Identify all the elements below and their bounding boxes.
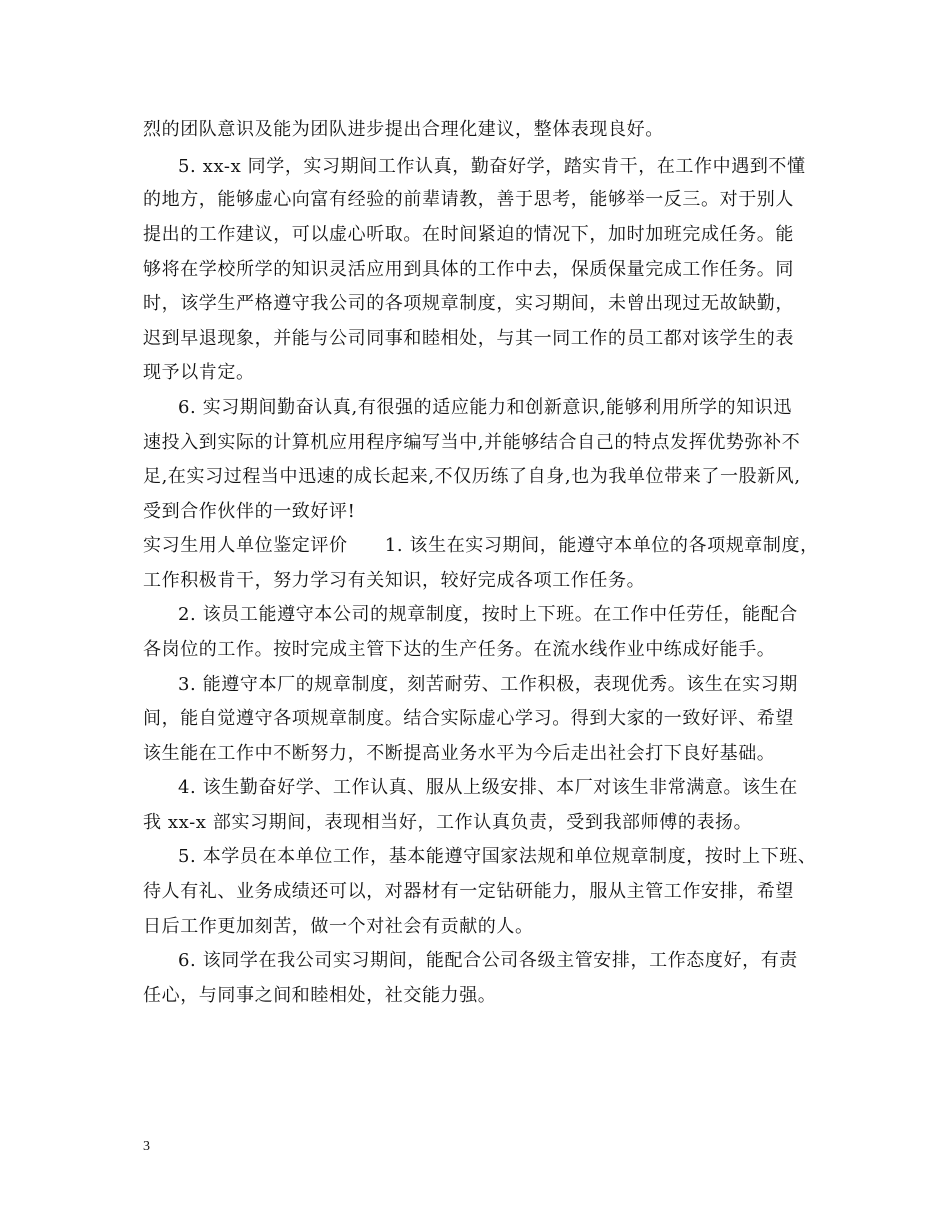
text-line: 3. 能遵守本厂的规章制度，刻苦耐劳、工作积极，表现优秀。该生在实习期 <box>178 674 798 695</box>
text-line: 足,在实习过程当中迅速的成长起来,不仅历练了自身,也为我单位带来了一股新风, <box>143 466 801 487</box>
text-line: 任心，与同事之间和睦相处，社交能力强。 <box>143 985 497 1006</box>
text-line: 间，能自觉遵守各项规章制度。结合实际虚心学习。得到大家的一致好评、希望 <box>143 708 794 729</box>
text-line: 工作积极肯干，努力学习有关知识，较好完成各项工作任务。 <box>143 570 646 591</box>
text-line: 现予以肯定。 <box>143 362 255 383</box>
text-line: 提出的工作建议，可以虚心听取。在时间紧迫的情况下，加时加班完成任务。能 <box>143 224 794 245</box>
text-line: 烈的团队意识及能为团队进步提出合理化建议，整体表现良好。 <box>143 119 664 140</box>
text-line: 的地方，能够虚心向富有经验的前辈请教，善于思考，能够举一反三。对于别人 <box>143 189 794 210</box>
text-line: 该生能在工作中不断努力，不断提高业务水平为今后走出社会打下良好基础。 <box>143 743 776 764</box>
text-line: 迟到早退现象，并能与公司同事和睦相处，与其一同工作的员工都对该学生的表 <box>143 328 794 349</box>
text-line: 速投入到实际的计算机应用程序编写当中,并能够结合自己的特点发挥优势弥补不 <box>143 432 801 453</box>
text-line: 5. 本学员在本单位工作，基本能遵守国家法规和单位规章制度，按时上下班、 <box>178 846 817 867</box>
text-line: 时，该学生严格遵守我公司的各项规章制度，实习期间，未曾出现过无故缺勤， <box>143 293 794 314</box>
page-number: 3 <box>143 1139 150 1154</box>
text-line: 2. 该员工能遵守本公司的规章制度，按时上下班。在工作中任劳任，能配合 <box>178 604 798 625</box>
text-line: 6. 该同学在我公司实习期间，能配合公司各级主管安排，工作态度好，有责 <box>178 950 798 971</box>
text-line: 各岗位的工作。按时完成主管下达的生产任务。在流水线作业中练成好能手。 <box>143 639 776 660</box>
text-line: 待人有礼、业务成绩还可以，对器材有一定钻研能力，服从主管工作安排，希望 <box>143 881 794 902</box>
text-line: 4. 该生勤奋好学、工作认真、服从上级安排、本厂对该生非常满意。该生在 <box>178 777 798 798</box>
text-line: 我 xx-x 部实习期间，表现相当好，工作认真负责，受到我部师傅的表扬。 <box>143 812 753 833</box>
text-line: 6. 实习期间勤奋认真,有很强的适应能力和创新意识,能够利用所学的知识迅 <box>178 397 792 418</box>
text-line: 受到合作伙伴的一致好评! <box>143 501 356 522</box>
text-line: 5. xx-x 同学，实习期间工作认真，勤奋好学，踏实肯干，在工作中遇到不懂 <box>178 156 806 177</box>
text-line: 实习生用人单位鉴定评价 1. 该生在实习期间，能遵守本单位的各项规章制度， <box>143 535 819 556</box>
text-line: 日后工作更加刻苦，做一个对社会有贡献的人。 <box>143 916 534 937</box>
text-line: 够将在学校所学的知识灵活应用到具体的工作中去，保质保量完成工作任务。同 <box>143 259 794 280</box>
